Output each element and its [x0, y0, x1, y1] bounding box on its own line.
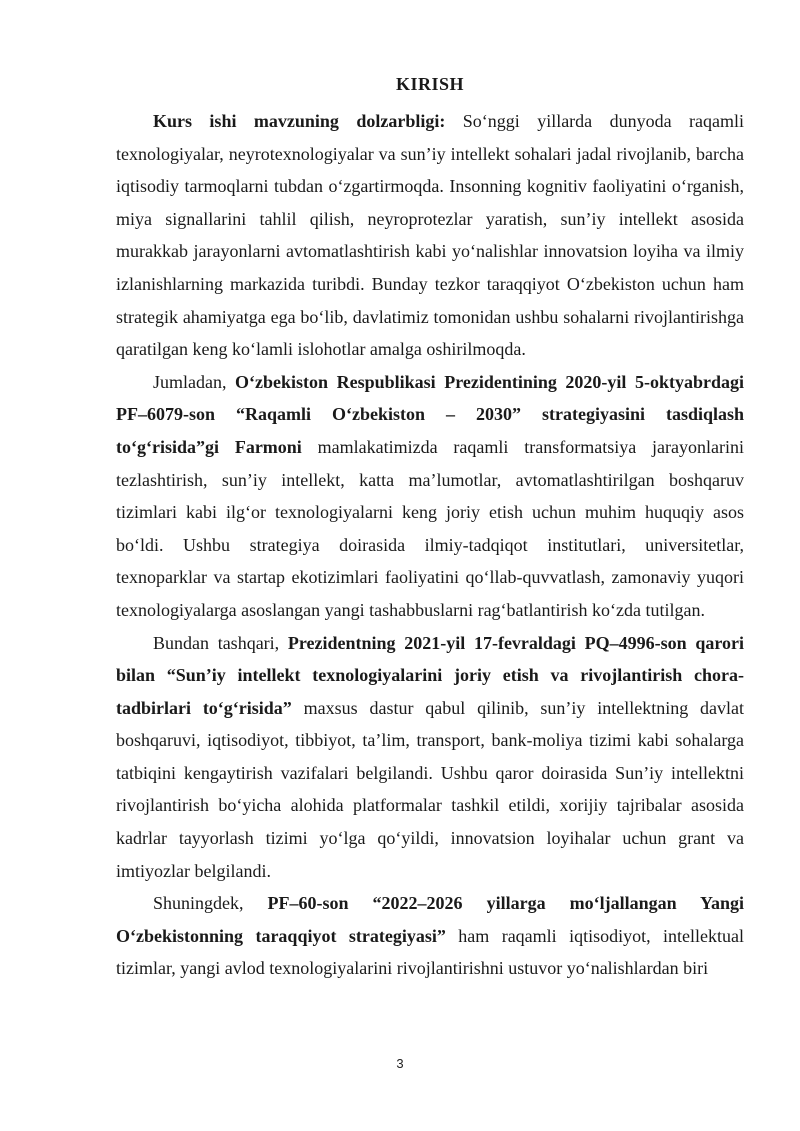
paragraph-strategy-2022: [116, 887, 744, 985]
paragraph-text: So‘nggi yillarda dunyoda raqamli texnologiyalar, neyrotexnologiyalar va sun’iy intellekt sohalari jadal rivojlanib, barcha iqtisodiy tarmoqlarni tubdan o‘zgartirmoqda. Insonning kognitiv faoliyatini o‘rganish, miya signallarini tahlil qilish, neyroprotezlar yaratish, sun’iy intellekt asosida murakkab jarayonlarni avtomatlashtirish kabi yo‘nalishlar innovatsion loyiha va ilmiy izlanishlarning markazida turibdi. Bunday tezkor taraqqiyot O‘zbekiston uchun ham strategik ahamiyatga ega bo‘lib, davlatimiz tomonidan ushbu sohalarni rivojlantirishga qaratilgan keng ko‘lamli islohotlar amalga oshirilmoqda.: [116, 111, 744, 360]
paragraph-lead-bold: Kurs ishi mavzuning dolzarbligi:: [153, 111, 446, 131]
page-number: 3: [396, 1056, 404, 1071]
paragraph-relevance: [116, 105, 744, 366]
paragraph-decree-2020: [116, 366, 744, 627]
document-page: [116, 72, 744, 985]
paragraph-bold-reference: O‘zbekiston Respublikasi Prezidentining 2020-yil 5-oktyabrdagi PF–6079-son “Raqamli O‘zbekiston – 2030” strategiyasini tasdiqlash to‘g‘risida”gi Farmoni: [116, 371, 744, 457]
paragraph-pre: Shuningdek,: [153, 893, 268, 914]
paragraph-bold-reference: Prezidentning 2021-yil 17-fevraldagi PQ–4996-son qarori bilan “Sun’iy intellekt texnologiyalarini joriy etish va rivojlantirish chora-tadbirlari to‘g‘risida”: [116, 632, 745, 718]
paragraph-resolution-2021: [116, 627, 744, 888]
paragraph-pre: Bundan tashqari,: [153, 632, 288, 653]
section-heading: KIRISH: [395, 74, 465, 94]
paragraph-bold-reference: PF–60-son “2022–2026 yillarga mo‘ljallangan Yangi O‘zbekistonning taraqqiyot strategiyasi”: [116, 893, 744, 946]
paragraph-pre: Jumladan,: [153, 371, 236, 392]
paragraph-post: mamlakatimizda raqamli transformatsiya jarayonlarini tezlashtirish, sun’iy intellekt, katta ma’lumotlar, avtomatlashtirilgan boshqaruv tizimlari kabi ilg‘or texnologiyalarni keng joriy etish uchun muhim huquqiy asos bo‘ldi. Ushbu strategiya doirasida ilmiy-tadqiqot institutlari, universitetlar, texnoparklar va startap ekotizimlari faoliyatini qo‘llab-quvvatlash, zamonaviy yuqori texnologiyalarga asoslangan yangi tashabbuslarni rag‘batlantirish ko‘zda tutilgan.: [116, 436, 744, 620]
paragraph-post: ham raqamli iqtisodiyot, intellektual tizimlar, yangi avlod texnologiyalarini rivojlantirishni ustuvor yo‘nalishlardan biri: [116, 925, 744, 979]
paragraph-post: maxsus dastur qabul qilinib, sun’iy intellektning davlat boshqaruvi, iqtisodiyot, tibbiyot, ta’lim, transport, bank-moliya tizimi kabi sohalarga tatbiqini kengaytirish vazifalari belgilandi. Ushbu qaror doirasida Sun’iy intellektni rivojlantirish bo‘yicha alohida platformalar tashkil etildi, xorijiy tajribalar asosida kadrlar tayyorlash tizimi yo‘lga qo‘yildi, innovatsion loyihalar uchun grant va imtiyozlar belgilandi.: [116, 697, 744, 881]
